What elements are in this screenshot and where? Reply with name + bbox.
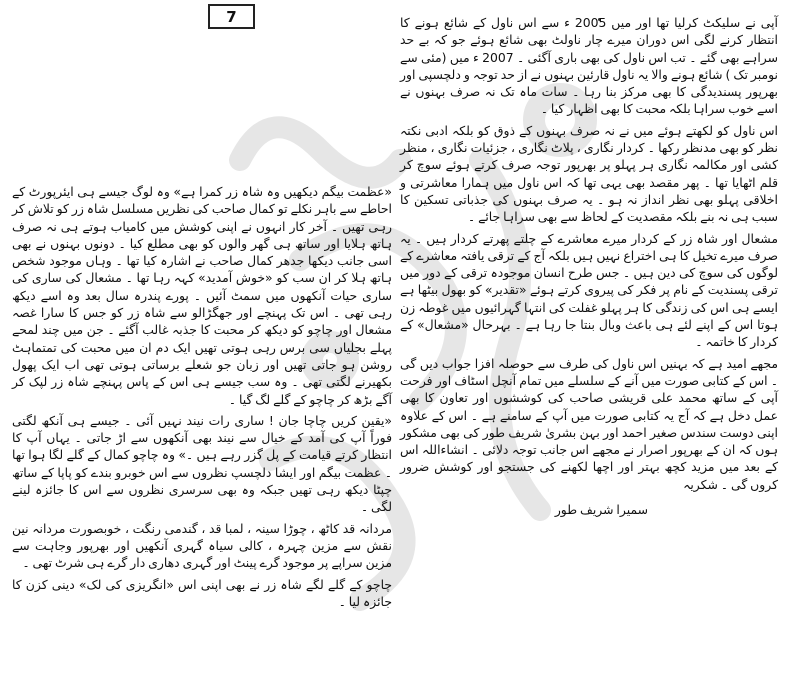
signature-text: سمیرا شریف طور	[554, 502, 648, 518]
page-number: 7	[208, 4, 255, 29]
right-column	[400, 14, 778, 522]
paragraph: «عظمت بیگم دیکھیں وہ شاہ زر کمرا ہے» وہ لوگ جیسے ہی ایئرپورٹ کے احاطے سے باہر نکلے تو کمال صاحب کی نظریں مسلسل شاہ زر کو تلاش کر رہی تھیں ۔ آخر کار انہوں نے اپنی کوشش میں کامیاب ہوتے ہی نہ صرف ہاتھ ہلایا اور ساتھ ہی گھر والوں کو بھی مطلع کیا ۔ دونوں بہنوں نے بھی اسی جانب دیکھا جدھر کمال صاحب نے اشارہ کیا تھا ۔ وہاں موجود شخص ہاتھ ہلا کر ان سب کو «خوش آمدید» کہہ رہا تھا ۔ مشعال کی ساری کی ساری حیات آنکھوں میں سمٹ آئیں ۔ پورے پندرہ سال بعد وہ اسے دیکھ رہی تھی ۔ اس تک پہنچے اور جھگڑالو سے شاہ زر کو جس کا سارا غصہ مشعال اور چاچو کو دیکھ کر محبت کا جذبہ غالب آگئے ۔ جن میں چند لمحے پہلے بجلیاں سی برس رہی ہوتی تھیں ایک دم ان میں محبت کی تمتماہٹ روشن ہو جاتی تھیں اور زبان جو شعلے برساتی ہوتی تھی اب ایک پھول بکھیرنے لگتی تھی ۔ وہ سب جیسے ہی اس کے پاس پہنچے شاہ زر لپک کر آگے بڑھ کر چاچو کے گلے لگ گیا ۔	[12, 184, 392, 407]
paragraph: اس ناول کو لکھتے ہوئے میں نے نہ صرف بہنوں کے ذوق کو بلکہ ادبی نکتہ نظر کو بھی مدنظر رکھا ۔ کردار نگاری ، پلاٹ نگاری ، جزئیات نگاری ، منظر کشی اور مکالمہ نگاری ہر پہلو پر بھرپور توجہ صرف کرتے ہوئے سوچ کر قلم اٹھایا تھا ۔ پھر مقصد بھی یہی تھا کہ اس ناول میں ہمارا معاشرتی و اخلاقی پہلو بھی نظر انداز نہ ہو ۔ یہ صرف بہنوں کی جذباتی تسکین کا سبب ہی نہ بنے بلکہ مقصدیت کے لحاظ سے بھی سراہا جائے ۔	[400, 122, 778, 225]
paragraph: چاچو کے گلے لگے شاہ زر نے بھی اپنی اس «انگریزی کی لک» دینی کزن کا جائزہ لیا ۔	[12, 576, 392, 609]
paragraph: مشعال اور شاہ زر کے کردار میرے معاشرے کے چلتے پھرتے کردار ہیں ۔ یہ صرف میرے تخیل کا ہی اختراع نہیں ہیں بلکہ آج کے ترقی یافتہ معاشرے کے لوگوں کی سوچ کی دین ہیں ۔ جس طرح انسان موجودہ ترقی کے دور میں ترقی پسندیت کے نام پر فکر کی پیروی کرتے ہوئے «تقدیر» کو بھول بیٹھا ہے ایسے ہی اس کی زندگی کا ہر پہلو غفلت کی انتہا گہرائیوں میں غوطہ زن ہوتا اس کے اپنے لئے ہی باعث وبال بنتا جا رہا ہے ۔ بہرحال «مشعال» کے کردار کا خاتمہ ۔	[400, 230, 778, 350]
paragraph: مجھے امید ہے کہ بہنیں اس ناول کی طرف سے حوصلہ افزا جواب دیں گی ۔ اس کے کتابی صورت میں آنے کے سلسلے میں تمام آنچل اسٹاف اور فرحت آپی کے ساتھ محمد علی قریشی صاحب کی کوششوں اور تعاون کا بھی عمل دخل ہے کہ آج یہ کتابی صورت میں آپ کے سامنے ہے ۔ اس کے علاوہ اپنی دوست سندس صغیر احمد اور بہن بشریٰ شریف طور کی بھی مشکور ہوں کہ ان کے بھرپور اصرار نے مجھے اس جانب توجہ دلائی ۔ انشاءاللہ اس کے بعد میں مزید کچھ بہتر اور اچھا لکھنے کی جستجو اور کوشش ضرور کروں گی ۔ شکریہ	[400, 355, 778, 492]
paragraph: «یقین کریں چاچا جان ! ساری رات نیند نہیں آئی ۔ جیسے ہی آنکھ لگتی فوراً آپ کی آمد کے خیال سے نیند بھی آنکھوں سے اڑ جاتی ۔ یہاں آپ کا انتظار کرتے قیامت کے پل گزر رہے ہیں ۔» وہ چاچو کمال کے گلے لگا ہوا تھا ۔ عظمت بیگم اور ایشا دلچسپ نظروں سے اس خوبرو بندے کو پاپا کے ساتھ چپٹا دیکھ رہی تھیں جبکہ وہ بھی سرسری نظروں سے اس کا جائزہ لینے لگی ۔	[12, 412, 392, 515]
paragraph: مردانہ قد کاٹھ ، چوڑا سینہ ، لمبا قد ، گندمی رنگت ، خوبصورت مردانہ نین نقش سے مزین چہرہ ، کالی سیاہ گہری آنکھیں اور بھرپور وجاہت سے مزین سراپے پر موجود گرے پینٹ اور گہری دھاری دار گرے ہی شرٹ تھی ۔	[12, 520, 392, 571]
left-column	[12, 183, 392, 614]
author-signature	[400, 501, 778, 518]
paragraph: آپی نے سلیکٹ کرلیا تھا اور میں 2005 ء سے اس ناول کے شائع ہونے کا انتظار کرنے لگی اس دوران میرے چار ناولٹ بھی شائع ہوئے جو کہ بے حد سراہے بھی گئے ۔ تب اس ناول کی بھی باری آگئی ۔ 2007 ء میں (مئی سے نومبر تک ) شائع ہونے والا یہ ناول قارئین بہنوں نے از حد توجہ و دلچسپی اور بھرپور پسندیدگی کا بھی مرکز بنا رہا ۔ سات ماہ تک نہ صرف بہنوں نے اسے خوب سراہا بلکہ محبت کا بھی اظہار کیا ۔	[400, 15, 778, 117]
